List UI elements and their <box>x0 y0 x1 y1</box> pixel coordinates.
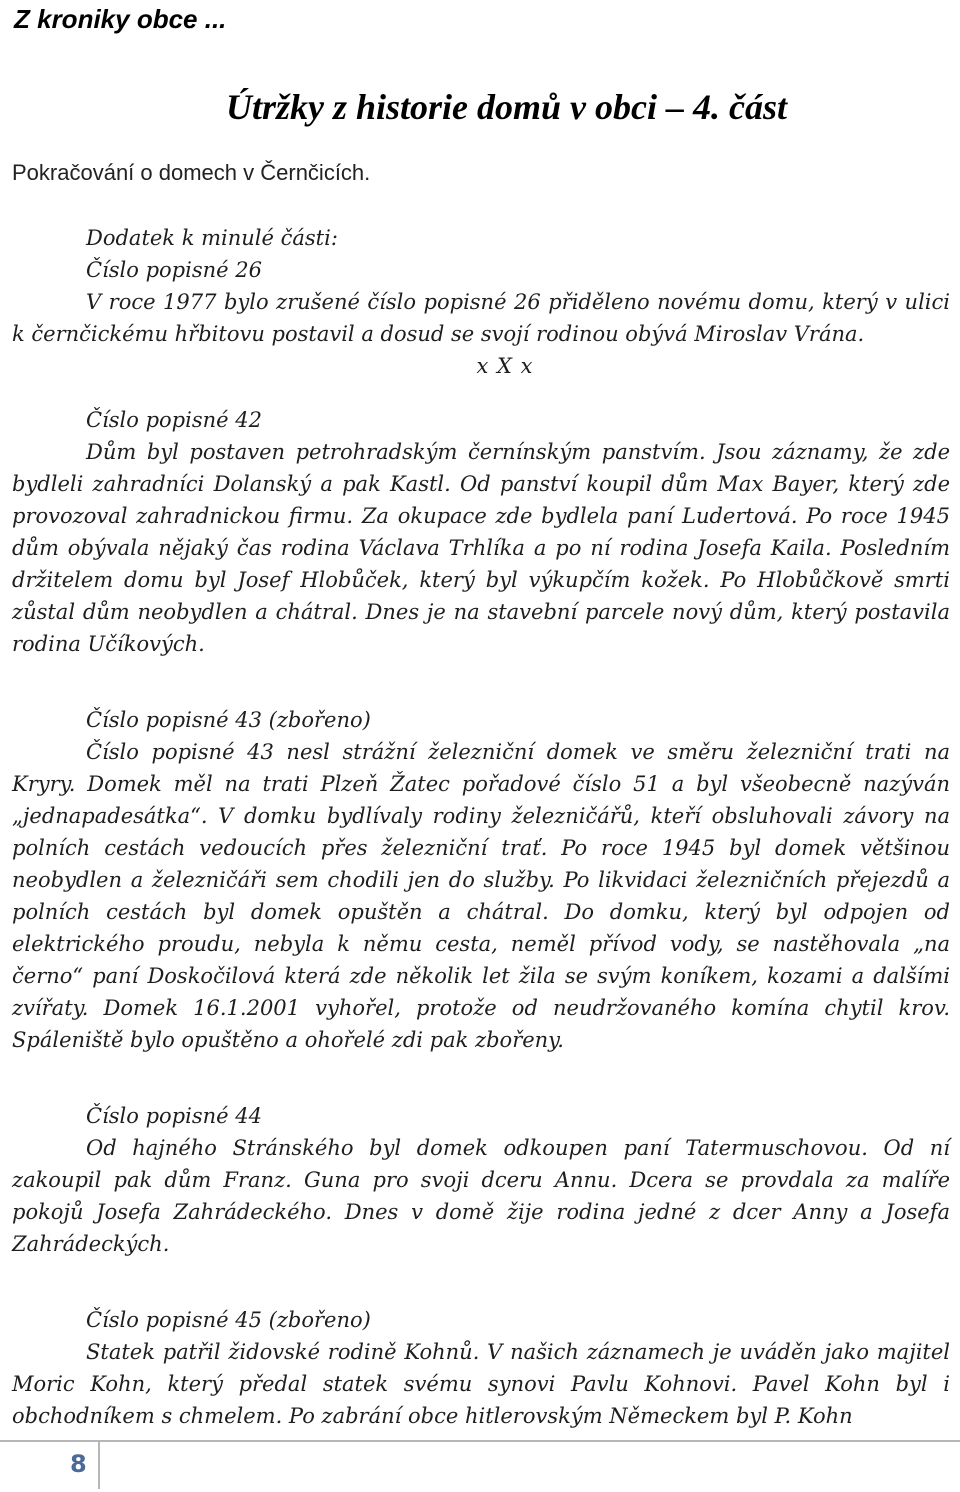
addendum-text: V roce 1977 bylo zrušené číslo popisné 26 přiděleno novému domu, který v ulici k černčickému hřbitovu postavil a dosud se svojí rodinou obývá Miroslav Vrána. <box>12 290 950 346</box>
page-number-divider <box>98 1441 100 1489</box>
section-text: Od hajného Stránského byl domek odkoupen paní Tatermuschovou. Od ní zakoupil pak dům Franz. Guna pro svoji dceru Annu. Dcera se provdala za malíře pokojů Josefa Zahrádeckého. Dnes v domě žije rodina jedné z dcer Anny a Josefa Zahrádeckých. <box>12 1136 950 1256</box>
section-heading: Číslo popisné 44 <box>86 1104 262 1128</box>
page-number: 8 <box>70 1450 87 1478</box>
section-heading: Číslo popisné 42 <box>86 408 262 432</box>
section-heading: Číslo popisné 45 (zbořeno) <box>86 1308 371 1332</box>
article-title: Útržky z historie domů v obci – 4. část <box>226 87 788 127</box>
addendum-subheading: Číslo popisné 26 <box>86 258 262 282</box>
footer-divider <box>0 1440 960 1442</box>
header-title: Z kroniky obce ... <box>14 4 227 34</box>
section-text: Statek patřil židovské rodině Kohnů. V našich záznamech je uváděn jako majitel Moric Kohn, který předal statek svému synovi Pavlu Kohnovi. Pavel Kohn byl i obchodníkem s chmelem. Po zabrání obce hitlerovským Německem byl P. Kohn <box>12 1340 950 1428</box>
article-body <box>12 222 950 1432</box>
section-text: Číslo popisné 43 nesl strážní železniční domek ve směru železniční trati na Kryry. Domek měl na trati Plzeň Žatec pořadové číslo 51 a byl všeobecně nazýván „jednapadesátka“. V domku bydlívaly rodiny železničářů, kteří obsluhovali závory na polních cestách vedoucích přes železniční trať. Po roce 1945 byl domek většinou neobydlen a železničáři sem chodili jen do služby. Po likvidaci železničních přejezdů a polních cestách byl domek opuštěn a chátral. Do domku, který byl odpojen od elektrického proudu, nebyla k němu cesta, neměl přívod vody, se nastěhovala „na černo“ paní Doskočilová která zde několik let žila se svým koníkem, kozami a dalšími zvířaty. Domek 16.1.2001 vyhořel, protože od neudržovaného komína chytil krov. Spáleniště bylo opuštěno a ohořelé zdi pak zbořeny. <box>12 740 950 1052</box>
section-text: Dům byl postaven petrohradským černínským panstvím. Jsou záznamy, že zde bydleli zahradníci Dolanský a pak Kastl. Od panství koupil dům Max Bayer, který zde provozoval zahradnickou firmu. Za okupace zde bydlela paní Ludertová. Po roce 1945 dům obývala nějaký čas rodina Václava Trhlíka a po ní rodina Josefa Kaila. Posledním držitelem domu byl Josef Hlobůček, který byl výkupčím kožek. Po Hlobůčkově smrti zůstal dům neobydlen a chátral. Dnes je na stavební parcele nový dům, který postavila rodina Učíkových. <box>12 440 950 656</box>
addendum-heading: Dodatek k minulé části: <box>86 226 338 250</box>
section-heading: Číslo popisné 43 (zbořeno) <box>86 708 371 732</box>
section-separator: x X x <box>476 354 534 378</box>
intro-text: Pokračování o domech v Černčicích. <box>12 160 371 185</box>
